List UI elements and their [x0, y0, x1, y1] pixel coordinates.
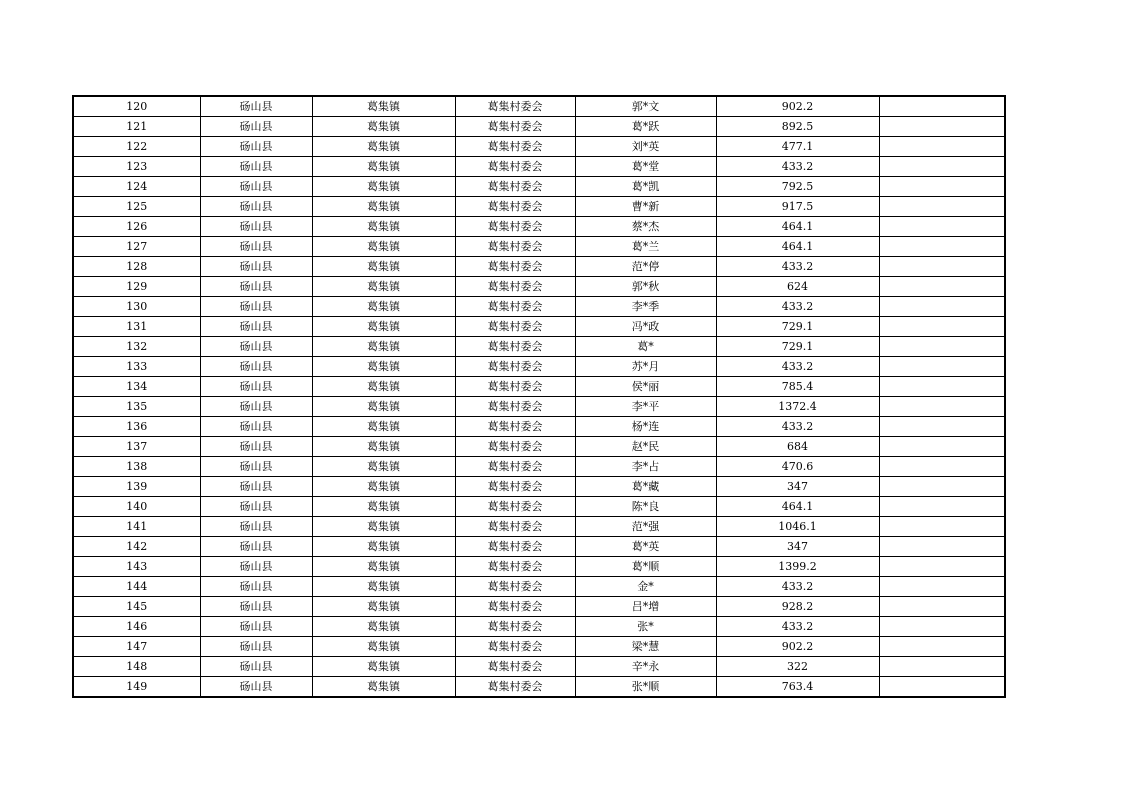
- county-cell: 砀山县: [200, 657, 312, 677]
- note-cell: [879, 117, 1005, 137]
- table-row: [73, 357, 1005, 377]
- table-row: [73, 217, 1005, 237]
- county-cell: 砀山县: [200, 177, 312, 197]
- row-number-cell: 125: [73, 197, 200, 217]
- amount-cell: 347: [716, 477, 879, 497]
- amount-cell: 433.2: [716, 577, 879, 597]
- town-cell: 葛集镇: [312, 197, 455, 217]
- row-number-cell: 124: [73, 177, 200, 197]
- town-cell: 葛集镇: [312, 497, 455, 517]
- note-cell: [879, 477, 1005, 497]
- table-row: [73, 137, 1005, 157]
- town-cell: 葛集镇: [312, 657, 455, 677]
- town-cell: 葛集镇: [312, 96, 455, 117]
- row-number-cell: 127: [73, 237, 200, 257]
- amount-cell: 684: [716, 437, 879, 457]
- note-cell: [879, 657, 1005, 677]
- row-number-cell: 138: [73, 457, 200, 477]
- roster-body: [73, 96, 1005, 697]
- village-committee-cell: 葛集村委会: [455, 477, 575, 497]
- amount-cell: 928.2: [716, 597, 879, 617]
- person-name-cell: 范*强: [575, 517, 716, 537]
- amount-cell: 433.2: [716, 357, 879, 377]
- roster-table: [72, 95, 1006, 698]
- town-cell: 葛集镇: [312, 277, 455, 297]
- person-name-cell: 吕*增: [575, 597, 716, 617]
- table-row: [73, 237, 1005, 257]
- village-committee-cell: 葛集村委会: [455, 96, 575, 117]
- table-row: [73, 297, 1005, 317]
- row-number-cell: 135: [73, 397, 200, 417]
- amount-cell: 477.1: [716, 137, 879, 157]
- town-cell: 葛集镇: [312, 557, 455, 577]
- amount-cell: 470.6: [716, 457, 879, 477]
- table-row: [73, 477, 1005, 497]
- village-committee-cell: 葛集村委会: [455, 197, 575, 217]
- table-row: [73, 117, 1005, 137]
- county-cell: 砀山县: [200, 137, 312, 157]
- note-cell: [879, 96, 1005, 117]
- note-cell: [879, 297, 1005, 317]
- town-cell: 葛集镇: [312, 257, 455, 277]
- note-cell: [879, 397, 1005, 417]
- county-cell: 砀山县: [200, 237, 312, 257]
- person-name-cell: 葛*顺: [575, 557, 716, 577]
- town-cell: 葛集镇: [312, 637, 455, 657]
- table-row: [73, 537, 1005, 557]
- note-cell: [879, 497, 1005, 517]
- row-number-cell: 126: [73, 217, 200, 237]
- table-row: [73, 317, 1005, 337]
- row-number-cell: 148: [73, 657, 200, 677]
- person-name-cell: 梁*慧: [575, 637, 716, 657]
- row-number-cell: 149: [73, 677, 200, 698]
- person-name-cell: 范*停: [575, 257, 716, 277]
- table-row: [73, 617, 1005, 637]
- person-name-cell: 曹*新: [575, 197, 716, 217]
- town-cell: 葛集镇: [312, 177, 455, 197]
- county-cell: 砀山县: [200, 537, 312, 557]
- note-cell: [879, 677, 1005, 698]
- county-cell: 砀山县: [200, 257, 312, 277]
- amount-cell: 1372.4: [716, 397, 879, 417]
- row-number-cell: 144: [73, 577, 200, 597]
- village-committee-cell: 葛集村委会: [455, 257, 575, 277]
- row-number-cell: 136: [73, 417, 200, 437]
- person-name-cell: 李*平: [575, 397, 716, 417]
- person-name-cell: 郭*文: [575, 96, 716, 117]
- note-cell: [879, 617, 1005, 637]
- person-name-cell: 侯*丽: [575, 377, 716, 397]
- county-cell: 砀山县: [200, 277, 312, 297]
- amount-cell: 792.5: [716, 177, 879, 197]
- village-committee-cell: 葛集村委会: [455, 377, 575, 397]
- amount-cell: 729.1: [716, 317, 879, 337]
- village-committee-cell: 葛集村委会: [455, 277, 575, 297]
- amount-cell: 347: [716, 537, 879, 557]
- town-cell: 葛集镇: [312, 157, 455, 177]
- note-cell: [879, 357, 1005, 377]
- amount-cell: 902.2: [716, 637, 879, 657]
- village-committee-cell: 葛集村委会: [455, 297, 575, 317]
- row-number-cell: 132: [73, 337, 200, 357]
- county-cell: 砀山县: [200, 157, 312, 177]
- village-committee-cell: 葛集村委会: [455, 217, 575, 237]
- table-row: [73, 577, 1005, 597]
- note-cell: [879, 157, 1005, 177]
- town-cell: 葛集镇: [312, 517, 455, 537]
- table-row: [73, 497, 1005, 517]
- amount-cell: 433.2: [716, 157, 879, 177]
- county-cell: 砀山县: [200, 677, 312, 698]
- county-cell: 砀山县: [200, 477, 312, 497]
- table-row: [73, 417, 1005, 437]
- amount-cell: 892.5: [716, 117, 879, 137]
- person-name-cell: 陈*良: [575, 497, 716, 517]
- note-cell: [879, 177, 1005, 197]
- table-row: [73, 437, 1005, 457]
- person-name-cell: 张*顺: [575, 677, 716, 698]
- amount-cell: 464.1: [716, 217, 879, 237]
- town-cell: 葛集镇: [312, 477, 455, 497]
- amount-cell: 464.1: [716, 237, 879, 257]
- town-cell: 葛集镇: [312, 597, 455, 617]
- town-cell: 葛集镇: [312, 677, 455, 698]
- town-cell: 葛集镇: [312, 137, 455, 157]
- note-cell: [879, 437, 1005, 457]
- person-name-cell: 葛*堂: [575, 157, 716, 177]
- row-number-cell: 130: [73, 297, 200, 317]
- county-cell: 砀山县: [200, 397, 312, 417]
- county-cell: 砀山县: [200, 637, 312, 657]
- county-cell: 砀山县: [200, 197, 312, 217]
- table-row: [73, 677, 1005, 698]
- town-cell: 葛集镇: [312, 577, 455, 597]
- village-committee-cell: 葛集村委会: [455, 357, 575, 377]
- amount-cell: 322: [716, 657, 879, 677]
- row-number-cell: 145: [73, 597, 200, 617]
- note-cell: [879, 417, 1005, 437]
- village-committee-cell: 葛集村委会: [455, 677, 575, 698]
- person-name-cell: 刘*英: [575, 137, 716, 157]
- village-committee-cell: 葛集村委会: [455, 117, 575, 137]
- person-name-cell: 张*: [575, 617, 716, 637]
- person-name-cell: 葛*跃: [575, 117, 716, 137]
- village-committee-cell: 葛集村委会: [455, 317, 575, 337]
- county-cell: 砀山县: [200, 577, 312, 597]
- county-cell: 砀山县: [200, 557, 312, 577]
- note-cell: [879, 597, 1005, 617]
- note-cell: [879, 317, 1005, 337]
- town-cell: 葛集镇: [312, 457, 455, 477]
- note-cell: [879, 137, 1005, 157]
- row-number-cell: 143: [73, 557, 200, 577]
- village-committee-cell: 葛集村委会: [455, 497, 575, 517]
- note-cell: [879, 457, 1005, 477]
- town-cell: 葛集镇: [312, 357, 455, 377]
- town-cell: 葛集镇: [312, 417, 455, 437]
- county-cell: 砀山县: [200, 457, 312, 477]
- person-name-cell: 金*: [575, 577, 716, 597]
- amount-cell: 433.2: [716, 257, 879, 277]
- village-committee-cell: 葛集村委会: [455, 337, 575, 357]
- note-cell: [879, 557, 1005, 577]
- table-row: [73, 377, 1005, 397]
- person-name-cell: 葛*藏: [575, 477, 716, 497]
- village-committee-cell: 葛集村委会: [455, 517, 575, 537]
- table-row: [73, 157, 1005, 177]
- amount-cell: 433.2: [716, 417, 879, 437]
- village-committee-cell: 葛集村委会: [455, 557, 575, 577]
- note-cell: [879, 577, 1005, 597]
- town-cell: 葛集镇: [312, 617, 455, 637]
- county-cell: 砀山县: [200, 517, 312, 537]
- county-cell: 砀山县: [200, 317, 312, 337]
- note-cell: [879, 637, 1005, 657]
- town-cell: 葛集镇: [312, 217, 455, 237]
- row-number-cell: 139: [73, 477, 200, 497]
- village-committee-cell: 葛集村委会: [455, 597, 575, 617]
- row-number-cell: 128: [73, 257, 200, 277]
- person-name-cell: 葛*兰: [575, 237, 716, 257]
- row-number-cell: 123: [73, 157, 200, 177]
- row-number-cell: 129: [73, 277, 200, 297]
- table-row: [73, 517, 1005, 537]
- village-committee-cell: 葛集村委会: [455, 577, 575, 597]
- person-name-cell: 李*季: [575, 297, 716, 317]
- note-cell: [879, 517, 1005, 537]
- town-cell: 葛集镇: [312, 537, 455, 557]
- row-number-cell: 142: [73, 537, 200, 557]
- county-cell: 砀山县: [200, 497, 312, 517]
- person-name-cell: 李*占: [575, 457, 716, 477]
- county-cell: 砀山县: [200, 377, 312, 397]
- note-cell: [879, 377, 1005, 397]
- town-cell: 葛集镇: [312, 117, 455, 137]
- county-cell: 砀山县: [200, 357, 312, 377]
- person-name-cell: 葛*凯: [575, 177, 716, 197]
- row-number-cell: 120: [73, 96, 200, 117]
- county-cell: 砀山县: [200, 417, 312, 437]
- amount-cell: 763.4: [716, 677, 879, 698]
- person-name-cell: 蔡*杰: [575, 217, 716, 237]
- person-name-cell: 葛*英: [575, 537, 716, 557]
- amount-cell: 902.2: [716, 96, 879, 117]
- table-row: [73, 197, 1005, 217]
- village-committee-cell: 葛集村委会: [455, 657, 575, 677]
- town-cell: 葛集镇: [312, 397, 455, 417]
- amount-cell: 729.1: [716, 337, 879, 357]
- village-committee-cell: 葛集村委会: [455, 537, 575, 557]
- town-cell: 葛集镇: [312, 377, 455, 397]
- village-committee-cell: 葛集村委会: [455, 437, 575, 457]
- row-number-cell: 122: [73, 137, 200, 157]
- table-row: [73, 397, 1005, 417]
- person-name-cell: 辛*永: [575, 657, 716, 677]
- note-cell: [879, 237, 1005, 257]
- person-name-cell: 郭*秋: [575, 277, 716, 297]
- county-cell: 砀山县: [200, 297, 312, 317]
- town-cell: 葛集镇: [312, 437, 455, 457]
- table-row: [73, 557, 1005, 577]
- village-committee-cell: 葛集村委会: [455, 637, 575, 657]
- village-committee-cell: 葛集村委会: [455, 157, 575, 177]
- county-cell: 砀山县: [200, 437, 312, 457]
- village-committee-cell: 葛集村委会: [455, 417, 575, 437]
- person-name-cell: 杨*连: [575, 417, 716, 437]
- amount-cell: 624: [716, 277, 879, 297]
- amount-cell: 1046.1: [716, 517, 879, 537]
- town-cell: 葛集镇: [312, 337, 455, 357]
- row-number-cell: 137: [73, 437, 200, 457]
- town-cell: 葛集镇: [312, 237, 455, 257]
- table-row: [73, 96, 1005, 117]
- county-cell: 砀山县: [200, 337, 312, 357]
- person-name-cell: 葛*: [575, 337, 716, 357]
- person-name-cell: 赵*民: [575, 437, 716, 457]
- row-number-cell: 121: [73, 117, 200, 137]
- amount-cell: 464.1: [716, 497, 879, 517]
- amount-cell: 917.5: [716, 197, 879, 217]
- village-committee-cell: 葛集村委会: [455, 137, 575, 157]
- village-committee-cell: 葛集村委会: [455, 177, 575, 197]
- row-number-cell: 140: [73, 497, 200, 517]
- note-cell: [879, 337, 1005, 357]
- village-committee-cell: 葛集村委会: [455, 397, 575, 417]
- note-cell: [879, 197, 1005, 217]
- amount-cell: 1399.2: [716, 557, 879, 577]
- note-cell: [879, 277, 1005, 297]
- amount-cell: 785.4: [716, 377, 879, 397]
- town-cell: 葛集镇: [312, 317, 455, 337]
- table-row: [73, 337, 1005, 357]
- note-cell: [879, 537, 1005, 557]
- row-number-cell: 131: [73, 317, 200, 337]
- table-row: [73, 177, 1005, 197]
- county-cell: 砀山县: [200, 117, 312, 137]
- row-number-cell: 141: [73, 517, 200, 537]
- county-cell: 砀山县: [200, 96, 312, 117]
- amount-cell: 433.2: [716, 617, 879, 637]
- person-name-cell: 冯*政: [575, 317, 716, 337]
- table-row: [73, 637, 1005, 657]
- table-row: [73, 457, 1005, 477]
- table-row: [73, 597, 1005, 617]
- note-cell: [879, 257, 1005, 277]
- village-committee-cell: 葛集村委会: [455, 457, 575, 477]
- row-number-cell: 134: [73, 377, 200, 397]
- note-cell: [879, 217, 1005, 237]
- county-cell: 砀山县: [200, 597, 312, 617]
- person-name-cell: 苏*月: [575, 357, 716, 377]
- village-committee-cell: 葛集村委会: [455, 237, 575, 257]
- table-row: [73, 277, 1005, 297]
- amount-cell: 433.2: [716, 297, 879, 317]
- row-number-cell: 133: [73, 357, 200, 377]
- town-cell: 葛集镇: [312, 297, 455, 317]
- row-number-cell: 146: [73, 617, 200, 637]
- table-row: [73, 657, 1005, 677]
- table-row: [73, 257, 1005, 277]
- county-cell: 砀山县: [200, 617, 312, 637]
- row-number-cell: 147: [73, 637, 200, 657]
- county-cell: 砀山县: [200, 217, 312, 237]
- village-committee-cell: 葛集村委会: [455, 617, 575, 637]
